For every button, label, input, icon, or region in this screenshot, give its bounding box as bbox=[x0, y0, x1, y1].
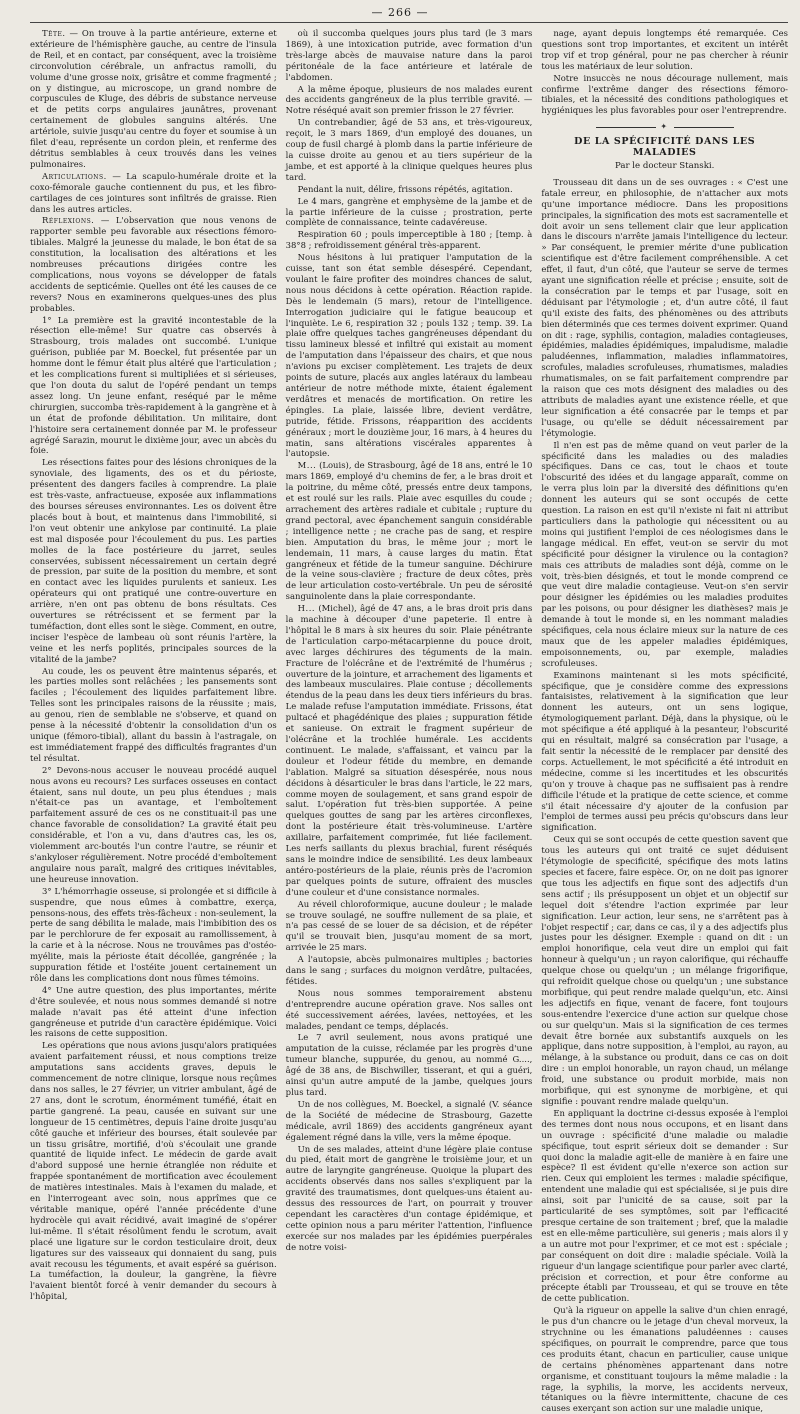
ornament-line-right bbox=[674, 127, 734, 128]
paragraph-text: Les résections faites pour des lésions chroniques de la synoviale, des ligaments, des os et du périoste, présentent des dangers faciles à comprendre. La plaie est très-vaste, anfractueuse, exposée aux inflammations des bourses séreuses environnantes. Les os doivent être placés bout à bout, et maintenus dans l'immobilité, si l'on veut obtenir une ankylose par continuité. La plaie est mal disposée pour l'écoulement du pus. Les parties molles de la face postérieure du jarret, seules conservées, subissent nécessairement un certain degré de pression, par suite de la position du membre, et sont en contact avec les liquides purulents et sanieux. Les opérateurs qui ont pratiqué une contre-ouverture en arrière, n'en ont pas obtenu de bons résultats. Ces ouvertures se rétrécissent et se ferment par la tuméfaction, dont elles sont le siège. Comment, en outre, inciser l'espèce de lambeau où sont réunis l'artère, la veine et les nerfs poplités, principales sources de la vitalité de la jambe? bbox=[30, 457, 277, 664]
paragraph bbox=[286, 988, 533, 1032]
paragraph-text: 4° Une autre question, des plus importantes, mérite d'être soulevée, et nous nous sommes demandé si notre malade n'avait pas été atteint d'une infection gangréneuse et putride d'un caractère épidémique. Voici les raisons de cette supposition. bbox=[30, 984, 277, 1039]
section-author: Par le docteur Stanski. bbox=[614, 160, 715, 171]
paragraph bbox=[541, 834, 788, 1107]
paragraph-text: nage, ayant depuis longtemps été remarquée. Ces questions sont trop importantes, et excitent un intérêt trop vif et trop général, pour ne pas chercher à réunir tous les matériaux de leur solution. bbox=[541, 28, 789, 71]
paragraph bbox=[286, 1099, 533, 1143]
paragraph bbox=[541, 73, 788, 117]
paragraph-text: A la même époque, plusieurs de nos malades eurent des accidents gangréneux de la plus terrible gravité. — Notre réséqué avait son premier frisson le 27 février. bbox=[285, 83, 533, 116]
paragraph bbox=[30, 28, 277, 170]
paragraph bbox=[30, 765, 277, 885]
header-rule bbox=[30, 22, 788, 23]
paragraph-lead: Tête. bbox=[42, 28, 66, 38]
paragraph-text: — L'observation que nous venons de rapporter semble peu favorable aux résections fémoro-tibiales. Malgré la jeunesse du malade, le bon état de sa constitution, la localisation des altérations et les nombreuses précautions dirigées contre les complications, nous voyons se développer de fatals accidents de septicémie. Quelles ont été les causes de ce revers? Nous en examinerons quelques-unes des plus probables. bbox=[30, 215, 277, 313]
paragraph bbox=[541, 440, 788, 669]
paragraph bbox=[286, 184, 533, 195]
paragraph bbox=[30, 171, 277, 215]
paragraph bbox=[541, 670, 788, 834]
section-ornament bbox=[541, 122, 788, 133]
paragraph-text: Nous nous sommes temporairement abstenu d'entreprendre aucune opération grave. Nos salles ont été successivement aérées, lavées, nettoyées, et les malades, pendant ce temps, déplacés. bbox=[285, 987, 533, 1031]
paragraph-text: Au réveil chloroformique, aucune douleur ; le malade se trouve soulagé, ne souffre nullement de sa plaie, et n'a pas cessé de se louer de sa décision, et de répéter qu'il se trouvait bien, jusqu'au moment de sa mort, arrivée le 25 mars. bbox=[285, 898, 533, 953]
paragraph bbox=[30, 215, 277, 313]
paragraph-text: Un contrebandier, âgé de 53 ans, et très-vigoureux, reçoit, le 3 mars 1869, d'un employé des douanes, un coup de fusil chargé à plomb dans la partie inférieure de la cuisse droite au genou et au tiers supérieur de la jambe, et est apporté à la clinique quelques heures plus tard. bbox=[285, 117, 533, 182]
paragraph-text: Pendant la nuit, délire, frissons répétés, agitation. bbox=[297, 183, 513, 194]
paragraph-text: (Michel), âgé de 47 ans, a le bras droit pris dans la machine à découper d'une papeterie. Il entre à l'hôpital le 8 mars à six heures du soir. Plaie pénétrante de l'articulation carpo-métacarpienne du pouce droit, avec larges déchirures des téguments de la main. Fracture de l'olécrâne et de l'extrémité de l'humérus ; ouverture de la jointure, et arrachement des ligaments et des lambeaux musculaires. Plaie contuse ; décollements étendus de la peau dans les deux tiers inférieurs du bras. Le malade refuse l'amputation immédiate. Frissons, état pultacé et phagédénique des plaies ; suppuration fétide et sanieuse. On extrait le fragment supérieur de l'olécrâne et la trochlée humérale. Les accidents continuent. Le malade, s'affaissant, et vaincu par la douleur et l'odeur fétide du membre, en demande l'ablation. Malgré sa situation désespérée, nous nous décidons à désarticuler le bras dans l'article, le 22 mars, comme moyen de soulagement, et sans grand espoir de salut. L'opération fut très-bien supportée. A peine quelques gouttes de sang par les artères circonflexes, dont la postérieure était très-volumineuse. L'artère axillaire, parfaitement comprimée, fut liée facilement. Les nerfs saillants du plexus brachial, furent réséqués sans le moindre indice de sensibilité. Les deux lambeaux antéro-postérieurs de la plaie, réunis près de l'acromion par quelques points de suture, offraient des muscles d'une couleur et d'une consistance normales. bbox=[285, 603, 533, 897]
columns bbox=[30, 28, 789, 1414]
paragraph-text: Ceux qui se sont occupés de cette question savent que tous les auteurs qui ont traité ce sujet déduisent l'étymologie de specificité, spécifique des mots latins species et facere, faire espèce. Or, on ne doit pas ignorer que tous les adjectifs en fique sont des adjectifs d'un sens actif ; ils présupposent un objet et un objectif sur lequel doit s'étendre l'action exprimée par leur signification. Leur action, leur sens, ne s'arrêtent pas à l'objet respectif ; car, dans ce cas, il y a des adjectifs plus justes pour les désigner. Exemple : quand on dit : un emploi honorifique, cela veut dire un emploi qui fait honneur à quelqu'un ; un rayon calorifique, qui réchauffe quelque chose ou quelqu'un ; un mélange frigorifique, qui refroidit quelque chose ou quelqu'un ; une substance morbifique, qui peut rendre malade quelqu'un, etc. Ainsi les adjectifs en fique, venant de facere, font toujours sous-entendre l'exercice d'une action sur quelque chose ou sur quelqu'un. Mais si la signification de ces termes devait être bornée aux substantifs auxquels on les applique, dans notre supposition, à l'emploi, au rayon, au mélange, à la substance ou produit, dans ce cas on doit dire : un emploi honorable, un rayon chaud, un mélange froid, une substance ou produit morbide, mais non morbifique, qui est synonyme de morbigène, et qui signifie : pouvant rendre malade quelqu'un. bbox=[541, 834, 789, 1106]
column-right bbox=[541, 28, 789, 1414]
paragraph bbox=[30, 666, 277, 764]
paragraph bbox=[541, 177, 788, 439]
paragraph-lead: Articulations. bbox=[42, 170, 107, 181]
paragraph bbox=[286, 460, 533, 602]
ornament-glyph: ✦ bbox=[660, 122, 670, 132]
paragraph bbox=[30, 1040, 277, 1302]
paragraph bbox=[30, 886, 277, 984]
paragraph-text: — On trouve à la partie antérieure, externe et extérieure de l'hémisphère gauche, au centre de l'insula de Reil, et en contact, par conséquent, avec la troisième circonvolution cérébrale, un anfractus ramolli, du volume d'une grosse noix, grisâtre et comme fragmenté ; on y distingue, au microscope, un grand nombre de corpuscules de Kluge, des débris de substance nerveuse et de petits corps angulaires jaunâtres, provenant certainement de globules sanguins altérés. Une artériole, suivie jusqu'au centre du foyer et soumise à un filet d'eau, représente un cordon plein, et renferme des détritus semblables à ceux trouvés dans les veines pulmonaires. bbox=[30, 28, 277, 169]
paragraph-text: Trousseau dit dans un de ses ouvrages : « C'est une fatale erreur, en philosophie, de n'attacher aux mots qu'une importance médiocre. Dans les propositions principales, la signification des mots est sacramentelle et doit avoir un sens tellement clair que leur application dans le discours n'arrête jamais l'intelligence du lecteur. » Par conséquent, le premier mérite d'une publication scientifique est d'être facilement compréhensible. A cet effet, il faut, d'un côté, que l'auteur se serve de termes ayant une signification réelle et précise ; ensuite, soit de la consécration par le temps et par l'usage, soit en déduisant par l'étymologie ; et, d'un autre côté, il faut qu'il existe des faits, des phénomènes ou des attributs bien déterminés que ces termes doivent exprimer. Quand on dit : rage, syphilis, contagion, maladies contagieuses, épidémies, maladies épidémiques, impaludisme, maladie paludéennes, inflammation, maladies inflammatoires, scrofules, maladies scrofuleuses, rhumatismes, maladies rhumatismales, on se fait parfaitement comprendre par la raison que ces mots désignent des maladies ou des attributs de maladies ayant une existence réelle, et que leur signification a été consacrée par le temps et par l'usage, ou qu'elle se déduit nécessairement par l'étymologie. bbox=[541, 176, 789, 438]
paragraph bbox=[541, 1305, 788, 1414]
paragraph-text: Le 7 avril seulement, nous avons pratiqué une amputation de la cuisse, réclamée par les progrès d'une tumeur blanche, suppurée, du genou, au nommé G...., âgé de 38 ans, de Bischwiller, tisserant, et qui a guéri, ainsi qu'un autre amputé de la jambe, quelques jours plus tard. bbox=[285, 1032, 533, 1097]
paragraph-text: Examinons maintenant si les mots spécificité, spécifique, que je considère comme des expressions fantaisistes, relativement à la signification que leur donnent les auteurs, ont un sens logique, étymologiquement parlant. Déjà, dans la physique, où le mot spécifique a été appliqué à la pesanteur, l'obscurité qui en résultait, malgré sa consécration par l'usage, a fait sentir la nécessité de le remplacer par densité des corps. Actuellement, le mot spécificité a été introduit en médecine, comme si les incertitudes et les obscurités qu'on y trouve à chaque pas ne suffisaient pas à rendre difficile l'étude et la pratique de cette science, et comme s'il était nécessaire d'y ajouter de la confusion par l'emploi de termes aussi peu précis qu'obscurs dans leur signification. bbox=[541, 669, 789, 833]
column-left bbox=[30, 28, 277, 1302]
paragraph bbox=[286, 117, 533, 182]
paragraph-text: Nous hésitons à lui pratiquer l'amputation de la cuisse, tant son état semble désespéré. Cependant, voulant le faire profiter des moindres chances de salut, nous nous décidons à cette opération. Réaction rapide. Dès le lendemain (5 mars), retour de l'intelligence. Interrogation judiciaire qui le fatigue beaucoup et l'inquiète. Le 6, respiration 32 ; pouls 132 ; temp. 39. La plaie offre quelques taches gangréneuses dépendant du tissu lamineux blessé et infiltré qui existait au moment de l'amputation dans l'épaisseur des chairs, et que nous n'avions pu exciser complètement. Les trajets de deux points de suture, placés aux angles latéraux du lambeau antérieur de notre méthode mixte, étaient également verdâtres et menacés de mortification. On retire les épingles. La plaie, laissée libre, devient verdâtre, putride, fétide. Frissons, réapparition des accidents généraux ; mort le douzième jour, 16 mars, à 4 heures du matin, sans altérations viscérales apparentes à l'autopsie. bbox=[285, 252, 533, 459]
section-title: DE LA SPÉCIFICITÉ DANS LES MALADIES bbox=[574, 136, 756, 159]
paragraph-text: A l'autopsie, abcès pulmonaires multiples ; bactories dans le sang ; surfaces du moignon verdâtre, pultacées, fétides. bbox=[285, 954, 533, 986]
paragraph bbox=[286, 899, 533, 954]
paragraph-text: Respiration 60 ; pouls imperceptible à 180 ; [temp. à 38°8 ; refroidissement général très-apparent. bbox=[285, 229, 533, 251]
column-right-body bbox=[541, 177, 788, 1414]
paragraph-text: Le 4 mars, gangrène et emphysème de la jambe et de la partie inférieure de la cuisse ; prostration, perte complète de connaissance, teinte cadavéreuse. bbox=[285, 195, 533, 228]
paragraph-text: Il n'en est pas de même quand on veut parler de la spécificité dans les maladies ou des maladies spécifiques. Dans ce cas, tout le chaos et toute l'obscurité des idées et du langage apparaît, comme on le verra plus loin par la diversité des définitions qu'en donnent les auteurs qui se sont occupés de cette question. La raison en est qu'il n'existe ni fait ni attribut particuliers dans la pathologie qui nécessitent ou au moins qui justifient l'emploi de ces néologismes dans le langage médical. En effet, veut-on se servir du mot spécificité pour désigner la virulence ou la contagion? mais ces attributs de maladies sont déjà, comme on le voit, très-bien désignés, et tout le monde comprend ce que veut dire maladie contagieuse. Veut-on s'en servir pour désigner les épidémies ou les maladies produites par les poisons, ou pour désigner les diathèses? mais je demande à tout le monde si, en les nommant maladies spécifiques, cela nous éclaire mieux sur la nature de ces maux que de les appeler maladies épidémiques, empoisonnements, ou, par exemple, maladies scrofuleuses. bbox=[541, 439, 789, 668]
page-number: — 266 — bbox=[371, 6, 429, 19]
paragraph-text: Au coude, les os peuvent être maintenus séparés, et les parties molles sont relâchées ; les pansements sont faciles ; l'écoulement des liquides parfaitement libre. Telles sont les principales raisons de la réussite ; mais, au genou, rien de semblable ne s'observe, et quand on pense à la nécessité d'obtenir la consolidation d'un os unique (fémoro-tibial), allant du bassin à l'astragale, on est immédiatement frappé des difficultés fragrantes d'un tel résultat. bbox=[30, 665, 277, 763]
paragraph bbox=[541, 1108, 788, 1304]
paragraph bbox=[286, 84, 533, 117]
paragraph-text: Un de nos collègues, M. Boeckel, a signalé (V. séance de la Société de médecine de Strasbourg, Gazette médicale, avril 1869) des accidents gangréneux ayant également régné dans la ville, vers la même époque. bbox=[285, 1098, 533, 1142]
paragraph bbox=[541, 28, 788, 72]
paragraph bbox=[30, 315, 277, 457]
paragraph-text: Les opérations que nous avions jusqu'alors pratiquées avaient parfaitement réussi, et nous comptions treize amputations sans accidents graves, depuis le commencement de notre clinique, lorsque nous reçûmes dans nos salles, le 27 février, un vitrier ambulant, âgé de 27 ans, dont le scrotum, énormément tuméfié, était en partie gangrené. La peau, causée en suivant sur une longueur de 15 centimètres, depuis l'aine droite jusqu'au côté gauche et inférieur des bourses, était soulevée par un tissu grisâtre, mortifié, d'où s'écoulait une grande quantité de liquide infect. Le médecin de garde avait d'abord supposé une hernie étranglée non réduite et frappée spontanément de mortification avec écoulement de matières intestinales. Mais à l'examen du malade, et en l'interrogeant avec soin, nous apprîmes que ce véritable manique, opéré l'année précédente d'une hydrocèle qui avait récidivé, avait imaginé de s'opérer lui-même. Il s'était résolûment fendu le scrotum, avait placé une ligature sur le cordon testiculaire droit, deux ligatures sur des vaisseaux qui donnaient du sang, puis avait recousu les téguments, et avait espéré sa guérison. La tuméfaction, la douleur, la gangrène, la fièvre l'avaient bientôt forcé à venir demander du secours à l'hôpital, bbox=[30, 1040, 277, 1302]
paragraph bbox=[30, 985, 277, 1040]
paragraph bbox=[30, 457, 277, 664]
paragraph-text: — La scapulo-humérale droite et la coxo-fémorale gauche contiennent du pus, et les fibro-cartilages de ces jointures sont infiltrés de graisse. Rien dans les autres articles. bbox=[30, 170, 277, 214]
paragraph bbox=[286, 196, 533, 229]
paragraph bbox=[286, 954, 533, 987]
paragraph bbox=[286, 1032, 533, 1097]
paragraph-text: Qu'à la rigueur on appelle la salive d'un chien enragé, le pus d'un chancre ou le jetage d'un cheval morveux, la strychnine ou les émanations paludéennes : causes spécifiques, on pourrait le comprendre, parce que tous ces produits étant, chacun en particulier, cause unique de certains phénomènes appartenant dans notre organisme, et constituant toujours la même maladie : la rage, la syphilis, la morve, les accidents nerveux, tétaniques ou la fièvre intermittente, chacune de ces causes exerçant son action sur une maladie unique, bbox=[541, 1305, 789, 1414]
paragraph bbox=[286, 28, 533, 83]
paragraph-text: 3° L'hémorrhagie osseuse, si prolongée et si difficile à suspendre, que nous eûmes à combattre, exerça, pensons-nous, des effets très-fâcheux : non-seulement, la perte de sang débilita le malade, mais l'imbibition des os par le perchlorure de fer exposait au ramollissement, à la carie et à la nécrose. Nous ne trouvâmes pas d'ostéo-myélite, mais la périoste était décollée, gangrénée ; la suppuration fétide et l'ostéite jouent certainement un rôle dans les complications dont nous fûmes témoins. bbox=[30, 885, 277, 983]
paragraph-text: Un de ses malades, atteint d'une légère plaie contuse du pied, était mort de gangrène le troisième jour, et un autre de laryngite gangréneuse. Quoique la plupart des accidents observés dans nos salles s'expliquent par la gravité des traumatismes, dont quelques-uns étaient au-dessus des ressources de l'art, on pourrait y trouver cependant les caractères d'un contage épidémique, et cette opinion nous a paru mériter l'attention, l'influence exercée sur nos malades par les épidémies puerpérales de notre voisi- bbox=[285, 1143, 533, 1252]
paragraph bbox=[286, 603, 533, 897]
paragraph bbox=[286, 252, 533, 459]
column-middle bbox=[285, 28, 533, 1252]
paragraph-text: En appliquant la doctrine ci-dessus exposée à l'emploi des termes dont nous nous occupons, et en lisant dans un ouvrage : spécificité d'une maladie ou maladie spécifique, tout esprit sérieux doit se demander : Sur quoi donc la maladie agit-elle de manière à en faire une espèce? Il est évident qu'elle n'exerce son action sur rien. Ceux qui emploient les termes : maladie spécifique, entendent une maladie qui est spécialisée, si je puis dire ainsi, soit par l'unicité de sa cause, soit par la particularité de ses symptômes, soit par l'efficacité presque certaine de son traitement ; bref, que la maladie est en elle-même particulière, sui generis ; mais alors il y a un autre mot pour l'exprimer, et ce mot est : spéciale ; par conséquent on doit dire : maladie spéciale. Voilà la rigueur d'un langage scientifique pour parler avec clarté, précision et correction, et pour être conforme au précepte établi par Trousseau, et qui se trouve en tête de cette publication. bbox=[541, 1107, 789, 1304]
paragraph-lead: Réflexions. bbox=[42, 215, 95, 226]
paragraph-text: 2° Devons-nous accuser le nouveau procédé auquel nous avons eu recours? Les surfaces osseuses en contact étaient, sans nul doute, un peu plus étendues ; mais n'était-ce pas un avantage, et l'emboîtement parfaitement assuré de ces os ne constituait-il pas une chance favorable de consolidation? La gravité était peu considérable, et l'on a vu, dans d'autres cas, les os, violemment arc-boutés l'un contre l'autre, se réunir et s'ankyloser régulièrement. Notre procédé d'emboîtement angulaire nous paraît, malgré des critiques inévitables, une heureuse innovation. bbox=[30, 764, 277, 884]
column-right-intro bbox=[541, 28, 788, 116]
paragraph-lead: H... bbox=[297, 603, 316, 614]
paragraph-text: où il succomba quelques jours plus tard (le 3 mars 1869), à une intoxication putride, avec formation d'un très-large abcès de mauvaise nature dans la paroi péritonéale de la face antérieure et latérale de l'abdomen. bbox=[285, 28, 533, 82]
paragraph bbox=[286, 1144, 533, 1253]
paragraph-text: Notre insuccès ne nous décourage nullement, mais confirme l'extrême danger des résections fémoro-tibiales, et la nécessité des conditions pathologiques et hygiéniques les plus favorables pour oser l'entreprendre. bbox=[541, 72, 789, 116]
paragraph-lead: M... bbox=[297, 460, 317, 471]
paragraph bbox=[286, 229, 533, 251]
paragraph-text: 1° La première est la gravité incontestable de la résection elle-même! Sur quatre cas observés à Strasbourg, trois malades ont succombé. L'unique guérison, publiée par M. Boeckel, fut présentée par un homme dont le fémur était plus altéré que l'articulation ; et les complications furent si multipliées et si sérieuses, que l'on douta du salut de l'opéré pendant un temps assez long. Un jeune enfant, reséqué par le même chirurgien, succomba très-rapidement à la gangrène et à un état de profonde débilitation. Un militaire, dont l'histoire sera certainement donnée par M. le professeur agrégé Sarazin, mourut le dixième jour, avec un abcès du foie. bbox=[30, 314, 277, 456]
paragraph-text: (Louis), de Strasbourg, âgé de 18 ans, entré le 10 mars 1869, employé d'u chemins de fer, a le bras droit et la poitrine, du même côté, pressés entre deux tampons, et est roulé sur les rails. Plaie avec esquilles du coude ; arrachement des artères radiale et cubitale ; rupture du grand pectoral, avec épanchement sanguin considérable ; intelligence nette ; ne crache pas de sang, et respire bien. Amputation du bras, le même jour ; mort le lendemain, 11 mars, à cause larges du matin. État gangréneux et fétide de la tumeur sanguine. Déchirure de la veine sous-clavière ; fracture de deux côtes, près de leur articulation costo-vertébrale. Un peu de sérosité sanguinolente dans la plaie correspondante. bbox=[285, 460, 533, 602]
ornament-line-left bbox=[596, 127, 656, 128]
